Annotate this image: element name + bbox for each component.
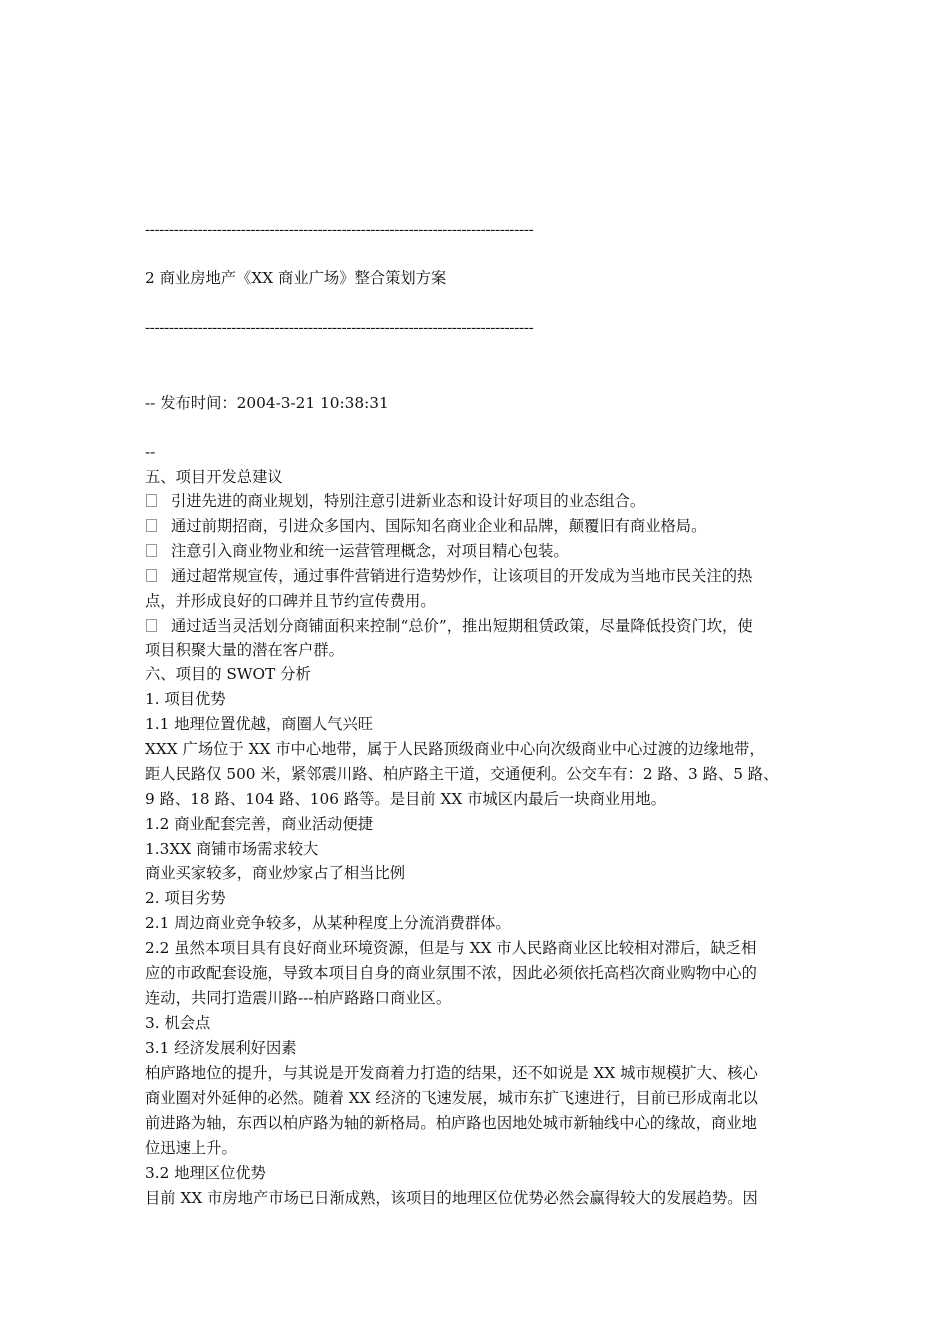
- list-item: [145, 514, 706, 538]
- separator-bottom: ---------------------------------------------------------------------------------: [145, 320, 534, 336]
- paragraph-line: 9 路、18 路、104 路、106 路等。是目前 XX 市城区内最后一块商业用地。: [145, 790, 666, 808]
- paragraph-line: 距人民路仅 500 米，紧邻震川路、柏庐路主干道，交通便利。公交车有：2 路、3 路、5 路、: [145, 765, 779, 783]
- bullet-box-icon: [146, 569, 157, 582]
- paragraph-line: 应的市政配套设施，导致本项目自身的商业氛围不浓，因此必须依托高档次商业购物中心的: [145, 964, 757, 982]
- paragraph-line: 3.1 经济发展利好因素: [145, 1039, 297, 1057]
- paragraph-line: 连动，共同打造震川路---柏庐路路口商业区。: [145, 989, 452, 1007]
- list-item-text: 通过前期招商，引进众多国内、国际知名商业企业和品牌，颠覆旧有商业格局。: [171, 517, 707, 535]
- paragraph-line: 1.2 商业配套完善，商业活动便捷: [145, 815, 374, 833]
- paragraph-line: 3. 机会点: [145, 1014, 211, 1032]
- list-item-continuation: 点，并形成良好的口碑并且节约宣传费用。: [145, 592, 436, 610]
- list-item: [145, 539, 569, 563]
- bullet-box-icon: [146, 494, 157, 507]
- list-item: [145, 564, 752, 588]
- paragraph-line: 商业买家较多，商业炒家占了相当比例: [145, 864, 406, 882]
- publish-time: -- 发布时间：2004-3-21 10:38:31: [145, 394, 389, 412]
- paragraph-line: 1. 项目优势: [145, 690, 226, 708]
- list-item-text: 注意引入商业物业和统一运营管理概念，对项目精心包装。: [171, 542, 569, 560]
- paragraph-line: 2.1 周边商业竞争较多，从某种程度上分流消费群体。: [145, 914, 511, 932]
- paragraph-line: 3.2 地理区位优势: [145, 1164, 266, 1182]
- section-heading: 五、项目开发总建议: [145, 468, 283, 486]
- dashes: --: [145, 443, 156, 461]
- list-item-text: 引进先进的商业规划，特别注意引进新业态和设计好项目的业态组合。: [171, 492, 646, 510]
- paragraph-line: 柏庐路地位的提升，与其说是开发商着力打造的结果，还不如说是 XX 城市规模扩大、核心: [145, 1064, 758, 1082]
- bullet-box-icon: [146, 519, 157, 532]
- list-item: [145, 489, 645, 513]
- section-heading: 六、项目的 SWOT 分析: [145, 665, 311, 683]
- paragraph-line: 1.1 地理位置优越，商圈人气兴旺: [145, 715, 374, 733]
- bullet-box-icon: [146, 544, 157, 557]
- list-item-text: 通过适当灵活划分商铺面积来控制“总价”，推出短期租赁政策，尽量降低投资门坎，使: [171, 617, 753, 635]
- paragraph-line: 商业圈对外延伸的必然。随着 XX 经济的飞速发展，城市东扩飞速进行，目前已形成南北以: [145, 1089, 758, 1107]
- paragraph-line: 2. 项目劣势: [145, 889, 226, 907]
- separator-top: ---------------------------------------------------------------------------------: [145, 222, 534, 238]
- list-item-continuation: 项目积聚大量的潜在客户群。: [145, 641, 344, 659]
- paragraph-line: 1.3XX 商铺市场需求较大: [145, 840, 319, 858]
- paragraph-line: 位迅速上升。: [145, 1139, 237, 1157]
- paragraph-line: 目前 XX 市房地产市场已日渐成熟，该项目的地理区位优势必然会赢得较大的发展趋势。因: [145, 1189, 758, 1207]
- paragraph-line: 2.2 虽然本项目具有良好商业环境资源，但是与 XX 市人民路商业区比较相对滞后，缺乏相: [145, 939, 757, 957]
- paragraph-line: XXX 广场位于 XX 市中心地带，属于人民路顶级商业中心向次级商业中心过渡的边缘地带，: [145, 740, 765, 758]
- paragraph-line: 前进路为轴，东西以柏庐路为轴的新格局。柏庐路也因地处城市新轴线中心的缘故，商业地: [145, 1114, 757, 1132]
- bullet-box-icon: [146, 619, 157, 632]
- list-item: [145, 614, 753, 638]
- document-title: 2 商业房地产《XX 商业广场》整合策划方案: [145, 269, 447, 287]
- list-item-text: 通过超常规宣传，通过事件营销进行造势炒作，让该项目的开发成为当地市民关注的热: [171, 567, 753, 585]
